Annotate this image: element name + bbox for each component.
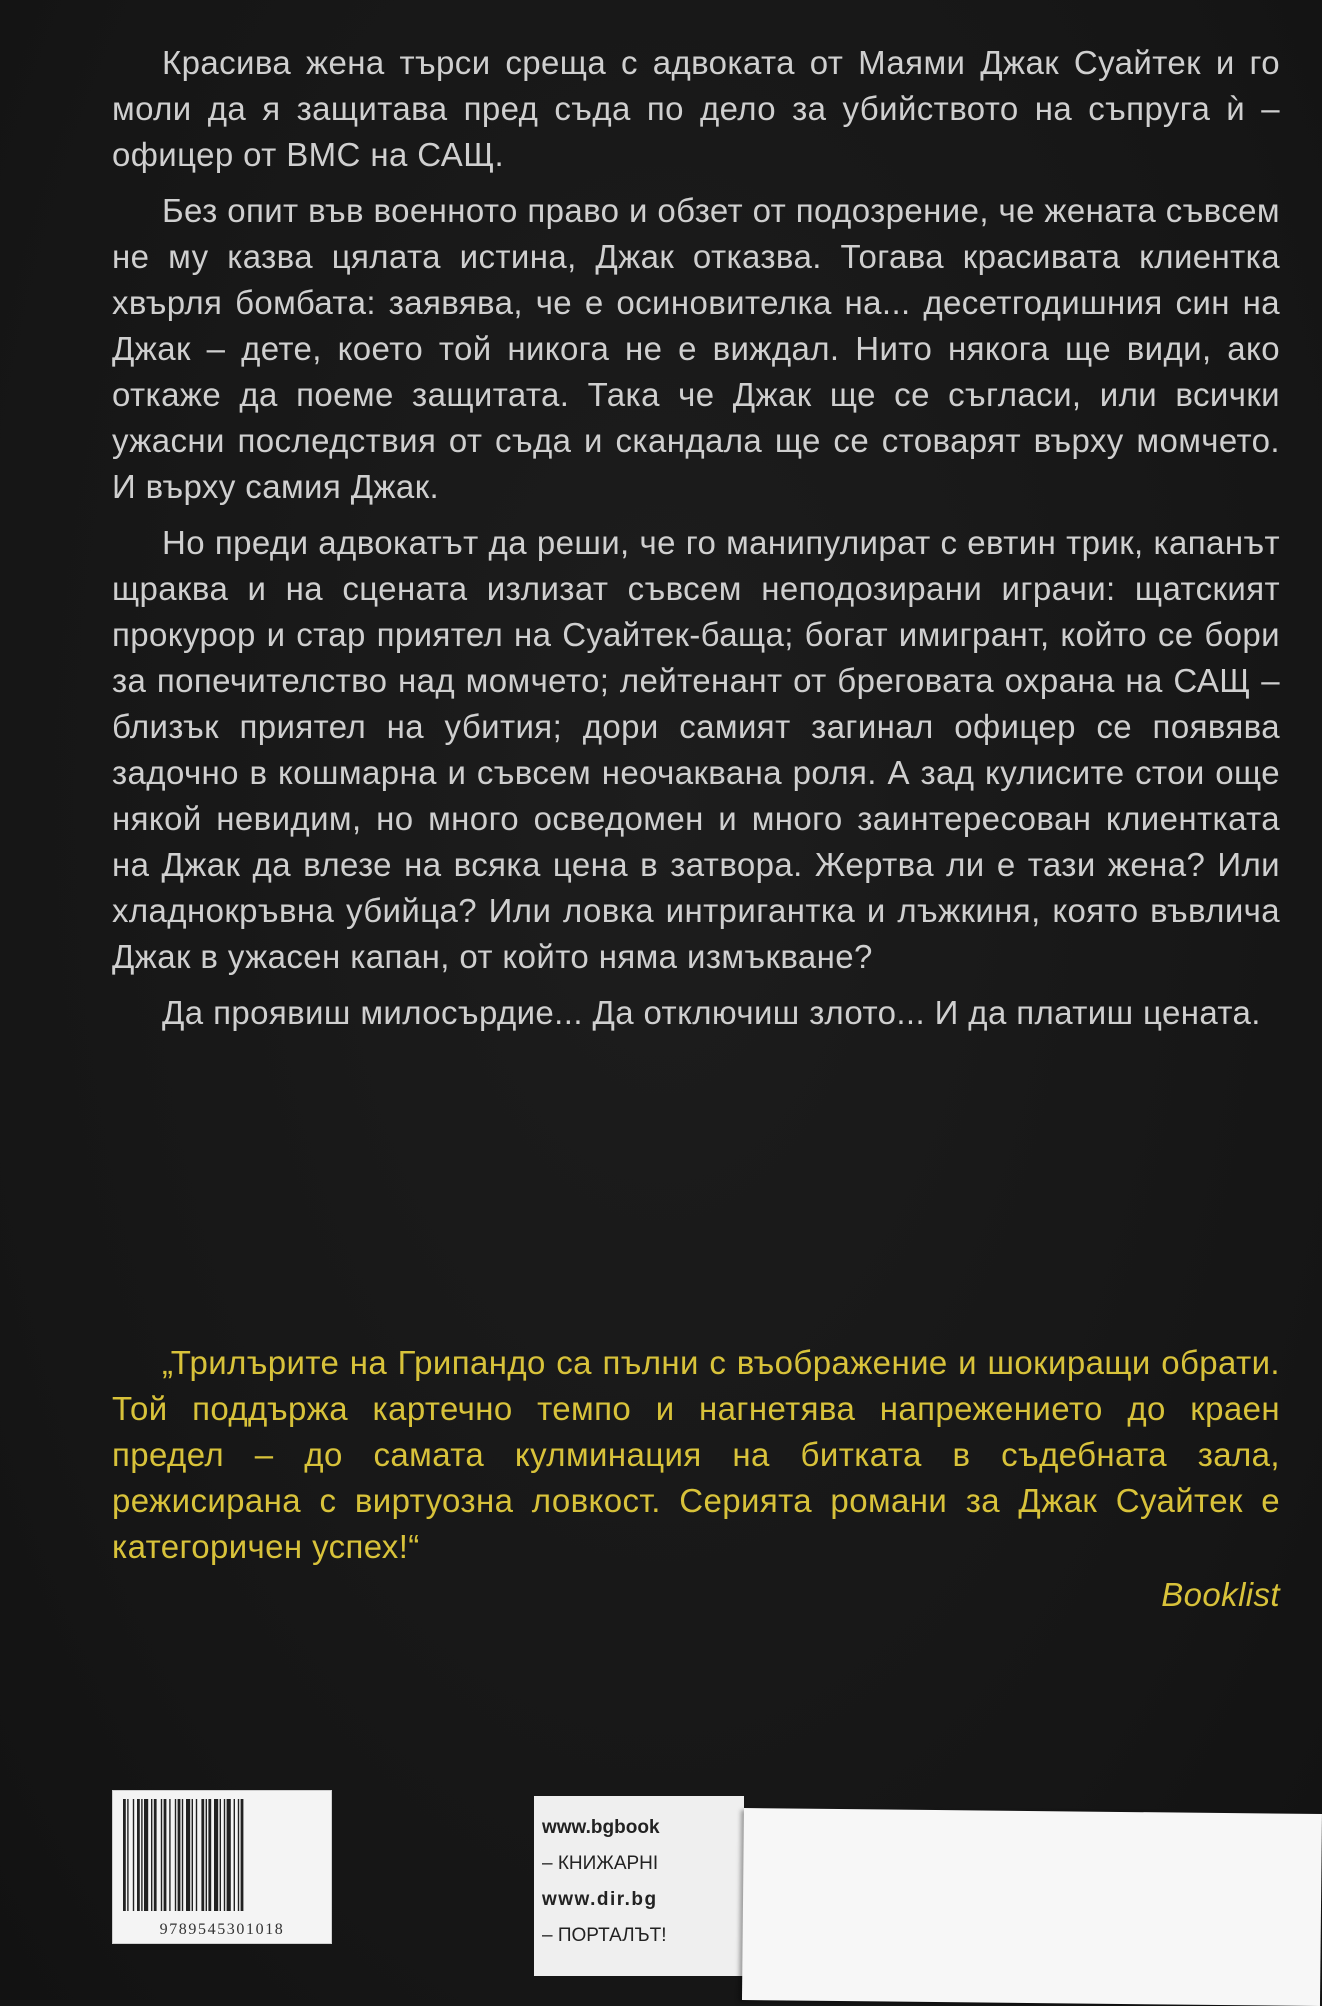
description-paragraph-1: Красива жена търси среща с адвоката от Маями Джак Суайтек и го моли да я защитава пред съда по дело за убийството на съпруга ѝ – офицер от ВМС на САЩ. xyxy=(112,44,1280,173)
review-source: Booklist xyxy=(1161,1576,1280,1613)
barcode-icon xyxy=(123,1799,321,1911)
isbn-barcode xyxy=(112,1790,332,1944)
blank-sticker xyxy=(742,1808,1322,2006)
websites-sticker xyxy=(534,1796,744,1976)
review-quote: „Трилърите на Грипандо са пълни с въображение и шокиращи обрати. Той поддържа картечно темпо и нагнетява напрежението до краен предел – до самата кулминация на битката в съдебната зала, режисирана с виртуозна ловкост. Серията романи за Джак Суайтек е категоричен успех!“ xyxy=(112,1344,1280,1565)
description-paragraph-2: Без опит във военното право и обзет от подозрение, че жената съвсем не му казва цялата истина, Джак отказва. Тогава красивата клиентка хвърля бомбата: заявява, че е осиновителка на... десетгодишния син на Джак – дете, което той никога не е виждал. Нито някога ще види, ако откаже да поеме защитата. Така че Джак ще се съгласи, или всички ужасни последствия от съда и скандала ще се стоварят върху момчето. И върху самия Джак. xyxy=(112,192,1280,505)
sticker-line-2: – КНИЖАРНІ xyxy=(542,1853,659,1874)
isbn-number: 9789545301018 xyxy=(159,1921,285,1938)
description-paragraph-3: Но преди адвокатът да реши, че го манипулират с евтин трик, капанът щраква и на сцената излизат съвсем неподозирани играчи: щатският прокурор и стар приятел на Суайтек-баща; богат имигрант, който се бори за попечителство над момчето; лейтенант от бреговата охрана на САЩ – близък приятел на убития; дори самият загинал офицер се появява задочно в кошмарна и съвсем неочаквана роля. А зад кулисите стои още някой невидим, но много осведомен и много заинтересован клиентката на Джак да влезе на всяка цена в затвора. Жертва ли е тази жена? Или хладнокръвна убийца? Или ловка интригантка и лъжкиня, която въвлича Джак в ужасен капан, от който няма измъкване? xyxy=(112,524,1280,975)
sticker-line-1: www.bgbook xyxy=(542,1817,660,1838)
sticker-line-4: – ПОРТАЛЪТ! xyxy=(542,1925,667,1946)
book-description xyxy=(112,40,1280,1046)
description-paragraph-4: Да проявиш милосърдие... Да отключиш злото... И да платиш цената. xyxy=(162,994,1261,1031)
sticker-line-3: www.dir.bg xyxy=(542,1889,658,1910)
review-quote-block xyxy=(112,1340,1280,1618)
